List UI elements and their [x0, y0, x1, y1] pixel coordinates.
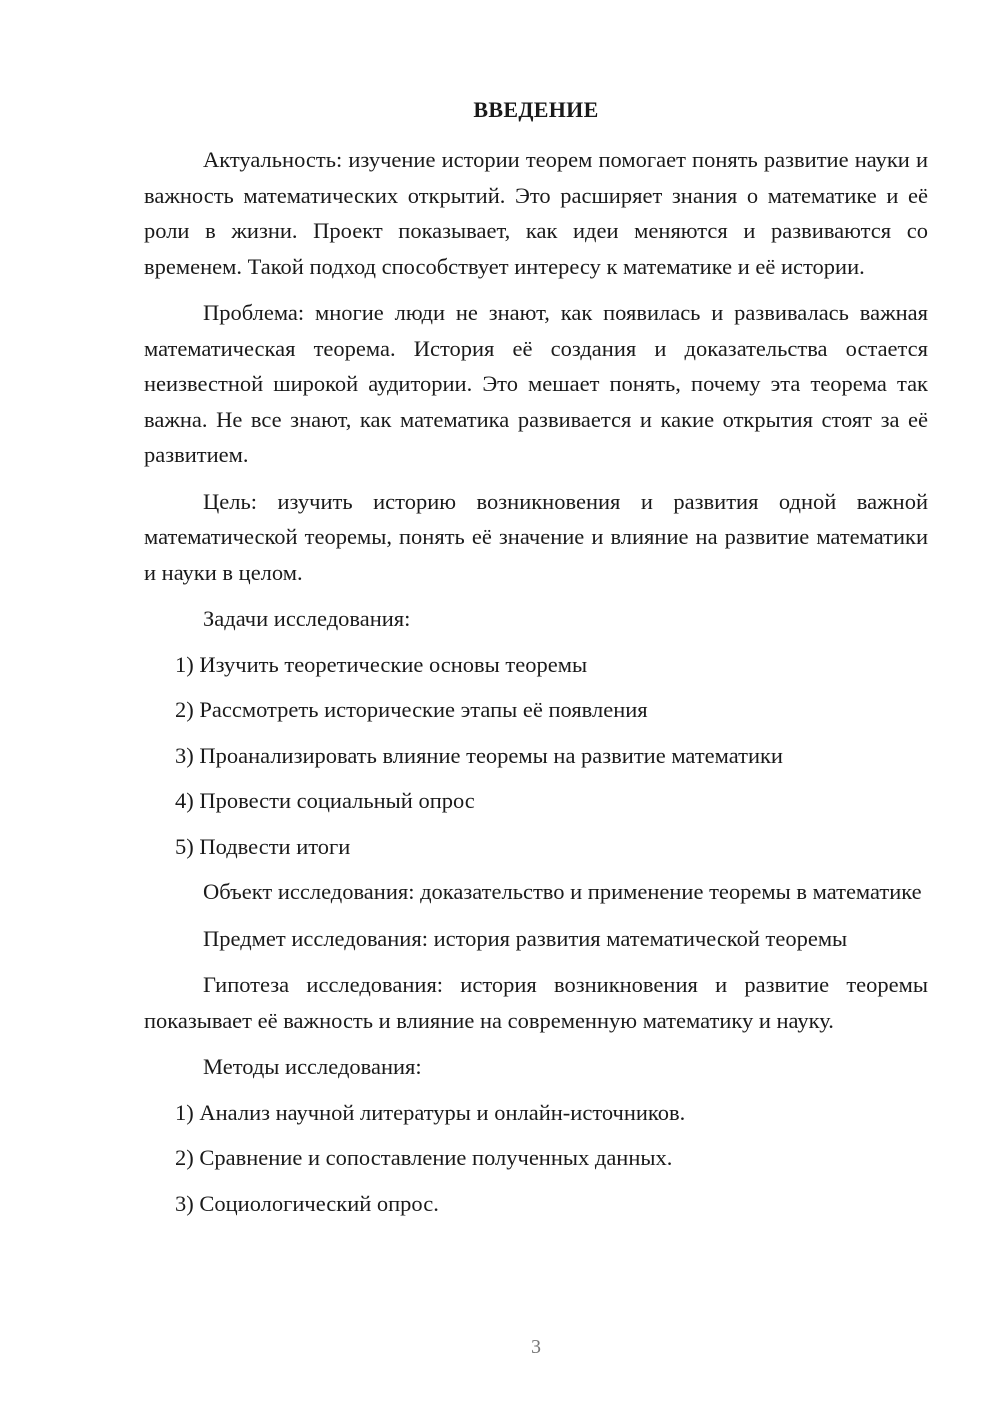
relevance-paragraph: Актуальность: изучение истории теорем помогает понять развитие науки и важность математических открытий. Это расширяет знания о математике и её роли в жизни. Проект показывает, как идеи меняются и развиваются со временем. Такой подход способствует интересу к математике и её истории.: [144, 147, 928, 279]
list-item: 2) Рассмотреть исторические этапы её появления: [175, 697, 648, 722]
list-item: 4) Провести социальный опрос: [175, 788, 475, 813]
methods-list: [144, 1095, 928, 1222]
list-item: 1) Анализ научной литературы и онлайн-источников.: [175, 1099, 686, 1125]
list-item: 2) Сравнение и сопоставление полученных данных.: [175, 1145, 673, 1170]
list-item: 1) Изучить теоретические основы теоремы: [175, 651, 588, 677]
tasks-list: [144, 647, 928, 865]
tasks-heading: Задачи исследования:: [203, 606, 411, 631]
subject-paragraph: Предмет исследования: история развития математической теоремы: [203, 925, 848, 951]
page-title: ВВЕДЕНИЕ: [473, 97, 599, 122]
goal-paragraph: Цель: изучить историю возникновения и развития одной важной математической теоремы, понять её значение и влияние на развитие математики и науки в целом.: [144, 488, 928, 585]
problem-paragraph: Проблема: многие люди не знают, как появилась и развивалась важная математическая теорема. История её создания и доказательства остается неизвестной широкой аудитории. Это мешает понять, почему эта теорема так важна. Не все знают, как математика развивается и какие открытия стоят за её развитием.: [144, 300, 928, 467]
document-page: [144, 92, 928, 1231]
list-item: 5) Подвести итоги: [175, 833, 351, 859]
list-item: 3) Социологический опрос.: [175, 1190, 439, 1216]
hypothesis-paragraph: Гипотеза исследования: история возникновения и развитие теоремы показывает её важность и влияние на современную математику и науку.: [144, 972, 928, 1033]
list-item: 3) Проанализировать влияние теоремы на развитие математики: [175, 742, 783, 768]
object-paragraph: Объект исследования: доказательство и применение теоремы в математике: [203, 879, 922, 904]
methods-heading: Методы исследования:: [203, 1054, 422, 1079]
page-number: 3: [531, 1336, 541, 1358]
